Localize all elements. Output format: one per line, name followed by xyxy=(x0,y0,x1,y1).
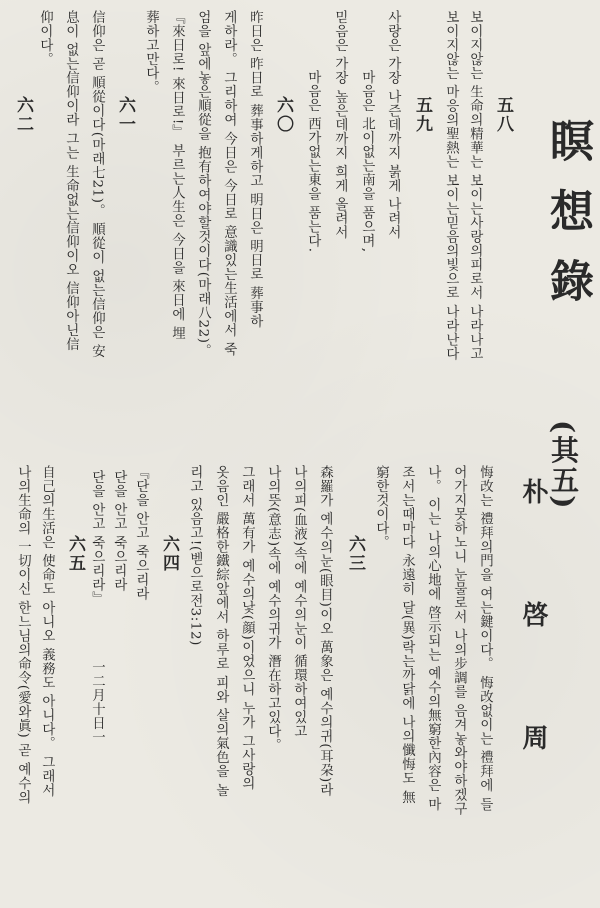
text-column: 옷음인 嚴格한鐵綜앞에서 하루로 피와 살의氣色을 놀 xyxy=(213,465,229,798)
text-column: 나의生命의 一切이신 한느님의命令(愛와眞) 곧 예수의 xyxy=(15,465,31,805)
text-column: 보이지않는 生命의精華는 보이는사랑의피로서 나라나고 xyxy=(467,10,483,361)
text-column: 自己의生活은 使命도 아니오 義務도 아니다。 그래서 xyxy=(39,465,55,798)
text-column: 조서는때마다 永遠히 달(異)락는까닭에 나의懺悔도 無 xyxy=(399,465,415,805)
text-column: 息이 없는信仰이라 그는 生命없는信仰이오 信仰아닌信 xyxy=(63,10,79,352)
text-column: 어가지못하노니 눈물로서 나의步調를 음겨놓와야하겠구 xyxy=(451,465,467,816)
page-title: 瞑想錄 xyxy=(542,118,593,328)
text-column: 仰이다。 xyxy=(37,10,53,66)
text-column: 단을 안고 죽으리라 xyxy=(111,470,127,592)
text-column: 마음은 西가없는東을 품는다. xyxy=(305,70,321,253)
section-number: 六一 xyxy=(115,96,135,134)
text-column: 마음은 北이없는南을 품으며, xyxy=(359,70,375,253)
text-column: 게하라。 그리하여 今日은 今日로 意識있는生活에서 죽 xyxy=(221,10,237,357)
text-column: 『단을 안고 죽으리라 xyxy=(133,465,149,601)
title-subtitle: (其五) xyxy=(547,420,580,511)
section-number: 五九 xyxy=(412,96,432,134)
text-column: 리고 있음고!(벧으로전3:12) xyxy=(187,465,203,646)
text-column: 昨日은 昨日로 葬事하게하고 明日은 明日로 葬事하 xyxy=(247,10,263,329)
text-column: 悔改는 禮拜의門을 여는鍵이다。 悔改없이는 禮拜에 들 xyxy=(477,465,493,812)
date-line: 一二月十日一 xyxy=(89,660,105,744)
text-column: 葬하고만다。 xyxy=(143,10,159,94)
section-number: 六五 xyxy=(65,535,85,573)
text-column: 나의뜻(意志)속에 예수의귀가 潛在하고있다。 xyxy=(265,465,281,753)
section-number: 六〇 xyxy=(273,96,293,134)
text-column: 森羅가 예수의눈(眼目)이오 萬象은 예수의귀(耳朶)라 xyxy=(317,465,333,797)
text-column: 엄을 앞에놓은順從을 抱有하여야할것이다(마래八22)。 xyxy=(195,10,211,358)
section-number: 五八 xyxy=(493,96,513,134)
text-column: 信仰은 곧 順從이다(마래七21)。 順從이 없는信仰은 安 xyxy=(89,10,105,359)
text-column: 믿음은 가장 높은데까지 희게 올려서 xyxy=(332,10,348,240)
section-number: 六三 xyxy=(345,535,365,573)
author-name: 朴 啓 周 xyxy=(518,478,548,795)
text-column: 나。 이는 나의心地에 啓示되는 예수의無窮한內容은 마 xyxy=(425,465,441,812)
text-column: 사랑은 가장 나즌데까지 붉게 나려서 xyxy=(385,10,401,240)
text-column: 그래서 萬有가 예수의낯(顔)이었으니 누가 그사랑의 xyxy=(239,465,255,791)
text-column: 窮한것이다。 xyxy=(373,465,389,549)
text-column: 나의피(血液)속에 예수의눈이 循環하여있고 xyxy=(291,465,307,739)
section-number: 六二 xyxy=(13,96,33,134)
section-number: 六四 xyxy=(159,535,179,573)
text-column: 보이지않는 마응의聖熱는 보이는믿음의빛으로 나라난다 xyxy=(443,10,459,361)
text-column: 단을 안고 죽으리라』 xyxy=(89,470,105,606)
text-column: 『來日로! 來日로!』 부르는人生은 今日을 來日에 埋 xyxy=(169,10,185,341)
